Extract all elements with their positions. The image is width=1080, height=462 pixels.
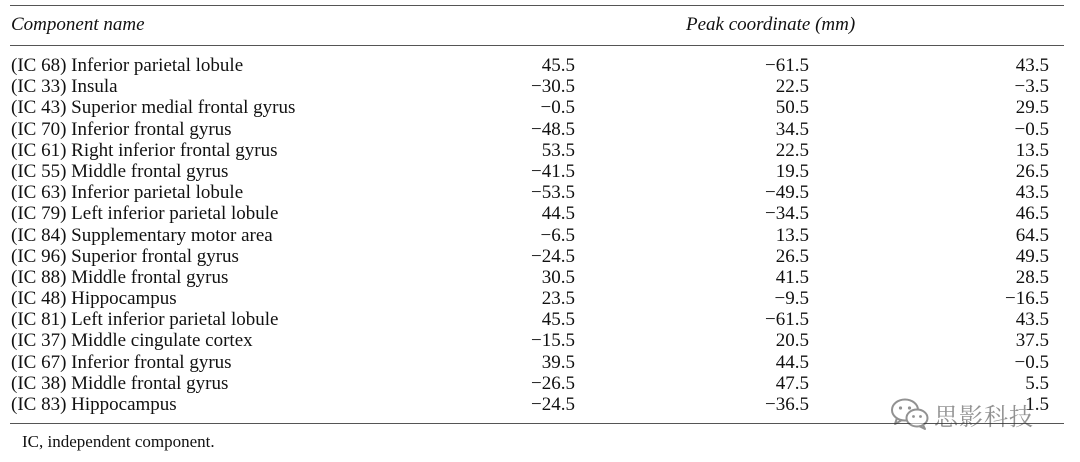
table-footnote: IC, independent component. — [22, 432, 215, 451]
table-row — [10, 330, 1064, 351]
component-name-cell: (IC 63) Inferior parietal lobule — [11, 182, 244, 204]
y-coordinate-cell: −61.5 — [765, 55, 809, 76]
component-name-cell: (IC 33) Insula — [11, 76, 118, 98]
z-coordinate-cell: −0.5 — [1014, 118, 1049, 140]
table-row — [10, 76, 1064, 97]
x-coordinate-cell: 23.5 — [541, 288, 575, 310]
table-row — [10, 288, 1064, 309]
component-name-cell: (IC 43) Superior medial frontal gyrus — [11, 97, 296, 119]
z-coordinate-cell: 43.5 — [1015, 309, 1049, 331]
table-row — [10, 309, 1064, 330]
z-coordinate-cell: −0.5 — [1014, 351, 1049, 373]
x-coordinate-cell: 53.5 — [541, 139, 575, 161]
x-coordinate-cell: −30.5 — [531, 76, 575, 98]
component-name-cell: (IC 38) Middle frontal gyrus — [11, 372, 229, 394]
y-coordinate-cell: −34.5 — [765, 203, 809, 225]
x-coordinate-cell: −41.5 — [531, 160, 575, 182]
x-coordinate-cell: 45.5 — [541, 309, 575, 331]
z-coordinate-cell: 28.5 — [1015, 266, 1049, 288]
x-coordinate-cell: 39.5 — [541, 351, 575, 373]
table-row — [10, 119, 1064, 140]
component-name-cell: (IC 48) Hippocampus — [11, 288, 177, 310]
x-coordinate-cell: 30.5 — [541, 266, 575, 288]
z-coordinate-cell: 49.5 — [1015, 245, 1049, 267]
x-coordinate-cell: −6.5 — [540, 224, 575, 246]
x-coordinate-cell: −48.5 — [531, 118, 575, 140]
x-coordinate-cell: 45.5 — [541, 55, 575, 76]
component-name-cell: (IC 88) Middle frontal gyrus — [11, 266, 229, 288]
z-coordinate-cell: 29.5 — [1015, 97, 1049, 119]
table-top-rule — [10, 5, 1064, 6]
x-coordinate-cell: −24.5 — [531, 245, 575, 267]
z-coordinate-cell: −16.5 — [1005, 288, 1049, 310]
table-row — [10, 352, 1064, 373]
z-coordinate-cell: 26.5 — [1015, 160, 1049, 182]
table-row — [10, 246, 1064, 267]
x-coordinate-cell: −24.5 — [531, 394, 575, 415]
z-coordinate-cell: −3.5 — [1014, 76, 1049, 98]
z-coordinate-cell: 5.5 — [1025, 372, 1049, 394]
component-name-cell: (IC 79) Left inferior parietal lobule — [11, 203, 279, 225]
y-coordinate-cell: −61.5 — [765, 309, 809, 331]
x-coordinate-cell: 44.5 — [541, 203, 575, 225]
table-row — [10, 203, 1064, 224]
component-name-cell: (IC 84) Supplementary motor area — [11, 224, 273, 246]
y-coordinate-cell: 44.5 — [775, 351, 809, 373]
x-coordinate-cell: −15.5 — [531, 330, 575, 352]
header-peak-coordinate: Peak coordinate (mm) — [686, 14, 856, 35]
component-name-cell: (IC 61) Right inferior frontal gyrus — [11, 139, 278, 161]
table-body — [10, 55, 1064, 415]
component-name-cell: (IC 70) Inferior frontal gyrus — [11, 118, 232, 140]
x-coordinate-cell: −0.5 — [540, 97, 575, 119]
table-row — [10, 182, 1064, 203]
watermark-text: 思影科技 — [934, 402, 1034, 431]
component-name-cell: (IC 83) Hippocampus — [11, 394, 177, 415]
table-row — [10, 140, 1064, 161]
y-coordinate-cell: 22.5 — [775, 139, 809, 161]
y-coordinate-cell: 50.5 — [775, 97, 809, 119]
z-coordinate-cell: 43.5 — [1015, 182, 1049, 204]
y-coordinate-cell: 20.5 — [775, 330, 809, 352]
table-row — [10, 55, 1064, 76]
y-coordinate-cell: 22.5 — [775, 76, 809, 98]
y-coordinate-cell: 41.5 — [775, 266, 809, 288]
component-name-cell: (IC 55) Middle frontal gyrus — [11, 160, 229, 182]
z-coordinate-cell: 1.5 — [1025, 394, 1049, 415]
component-name-cell: (IC 37) Middle cingulate cortex — [11, 330, 253, 352]
y-coordinate-cell: −36.5 — [765, 394, 809, 415]
component-name-cell: (IC 67) Inferior frontal gyrus — [11, 351, 232, 373]
component-name-cell: (IC 81) Left inferior parietal lobule — [11, 309, 279, 331]
wechat-icon — [890, 397, 930, 431]
x-coordinate-cell: −53.5 — [531, 182, 575, 204]
header-component-name: Component name — [11, 14, 145, 35]
watermark — [890, 394, 1034, 434]
y-coordinate-cell: 34.5 — [775, 118, 809, 140]
table-row — [10, 373, 1064, 394]
y-coordinate-cell: 19.5 — [775, 160, 809, 182]
z-coordinate-cell: 64.5 — [1015, 224, 1049, 246]
table-row — [10, 97, 1064, 118]
table-row — [10, 267, 1064, 288]
x-coordinate-cell: −26.5 — [531, 372, 575, 394]
y-coordinate-cell: 47.5 — [775, 372, 809, 394]
y-coordinate-cell: 26.5 — [775, 245, 809, 267]
table-row — [10, 161, 1064, 182]
table-row — [10, 225, 1064, 246]
y-coordinate-cell: 13.5 — [775, 224, 809, 246]
y-coordinate-cell: −49.5 — [765, 182, 809, 204]
component-name-cell: (IC 96) Superior frontal gyrus — [11, 245, 239, 267]
z-coordinate-cell: 46.5 — [1015, 203, 1049, 225]
table-header-rule — [10, 45, 1064, 46]
y-coordinate-cell: −9.5 — [774, 288, 809, 310]
z-coordinate-cell: 37.5 — [1015, 330, 1049, 352]
component-name-cell: (IC 68) Inferior parietal lobule — [11, 55, 244, 76]
z-coordinate-cell: 13.5 — [1015, 139, 1049, 161]
z-coordinate-cell: 43.5 — [1015, 55, 1049, 76]
